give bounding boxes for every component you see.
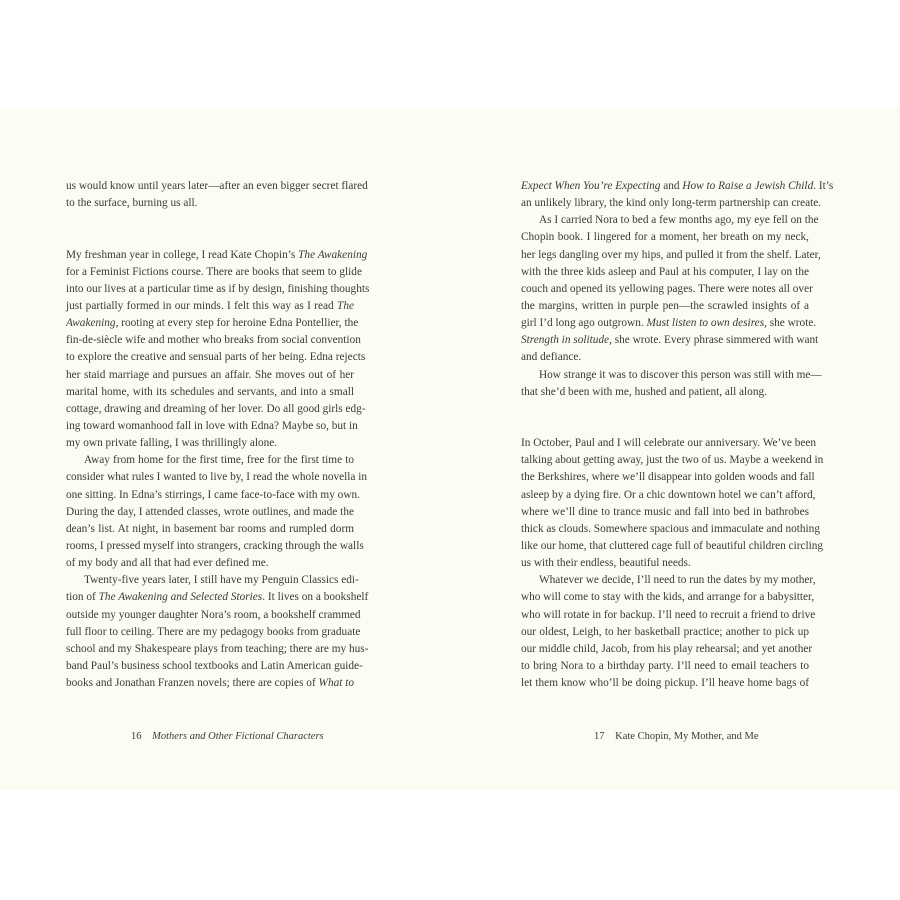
text-line: marital home, with its schedules and servants, and into a small xyxy=(66,385,354,398)
left-running-head: Mothers and Other Fictional Characters xyxy=(152,731,324,742)
text-line: Chopin book. I lingered for a moment, her breath on my neck, xyxy=(521,231,809,244)
text-line: that she’d been with me, hushed and patient, all along. xyxy=(521,385,767,398)
text-line: school and my Shakespeare plays from teaching; there are my hus- xyxy=(66,642,369,655)
text-line: rooms, I pressed myself into strangers, cracking through the walls xyxy=(66,539,364,552)
text-line: cottage, drawing and dreaming of her lover. Do all good girls edg- xyxy=(66,402,366,415)
paragraph-break xyxy=(66,229,354,246)
text-line: where we’ll dine to trance music and fall into bed in bathrobes xyxy=(521,505,809,518)
text-line: one sitting. In Edna’s stirrings, I came face-to-face with my own. xyxy=(66,488,360,501)
text-line: Away from home for the first time, free for the first time to xyxy=(84,454,354,467)
text-line: the Berkshires, where we’ll disappear into golden woods and fall xyxy=(521,471,815,484)
text-line: My freshman year in college, I read Kate Chopin’s The Awakening xyxy=(66,248,368,261)
left-page-body xyxy=(66,178,370,692)
text-line: into our lives at a particular time as if by design, finishing thoughts xyxy=(66,282,370,295)
text-line: Strength in solitude, she wrote. Every phrase simmered with want xyxy=(521,334,819,347)
text-line: like our home, that cluttered cage full of beautiful children circling xyxy=(521,539,824,552)
text-line: the margins, written in purple pen—the scrawled insights of a xyxy=(521,299,809,312)
right-page-footer xyxy=(594,731,758,742)
text-line: let them know who’ll be doing pickup. I’ll heave home bags of xyxy=(521,677,809,690)
left-page-number: 16 xyxy=(131,731,142,742)
text-line: dean’s list. At night, in basement bar rooms and rumpled dorm xyxy=(66,522,354,535)
text-line: our oldest, Leigh, to her basketball practice; another to pick up xyxy=(521,625,809,638)
text-line: with the three kids asleep and Paul at his computer, I lay on the xyxy=(521,265,809,278)
text-line: our middle child, Jacob, from his play rehearsal; and yet another xyxy=(521,642,813,655)
text-line: In October, Paul and I will celebrate our anniversary. We’ve been xyxy=(521,437,817,450)
text-line: her staid marriage and pursues an affair. She moves out of her xyxy=(66,368,354,381)
text-line: tion of The Awakening and Selected Stories. It lives on a bookshelf xyxy=(66,591,369,604)
text-line: consider what rules I wanted to live by, I read the whole novella in xyxy=(66,471,368,484)
text-line: Whatever we decide, I’ll need to run the dates by my mother, xyxy=(539,574,816,587)
text-line: an unlikely library, the kind only long-term partnership can create. xyxy=(521,197,822,210)
text-line: to the surface, burning us all. xyxy=(66,197,198,210)
text-line: couch and opened its yellowing pages. There were notes all over xyxy=(521,282,813,295)
text-line: for a Feminist Fictions course. There are books that seem to glide xyxy=(66,265,362,278)
text-line: Expect When You’re Expecting and How to Raise a Jewish Child xyxy=(521,180,814,192)
paragraph-break xyxy=(66,212,354,229)
paragraph-break xyxy=(521,418,809,435)
text-line: girl I’d long ago outgrown. Must listen to own desires, she wrote. xyxy=(521,317,817,330)
right-page-body xyxy=(521,178,824,692)
text-line: fin-de-siècle wife and mother who breaks from social convention xyxy=(66,334,361,347)
text-line: Awakening, rooting at every step for heroine Edna Pontellier, the xyxy=(66,317,359,330)
text-line: ing toward womanhood fall in love with Edna? Maybe so, but in xyxy=(66,419,358,432)
text-line: During the day, I attended classes, wrote outlines, and made the xyxy=(66,505,354,518)
text-line: talking about getting away, just the two of us. Maybe a weekend in xyxy=(521,454,824,467)
text-line: us would know until years later—after an even bigger secret flared xyxy=(66,180,368,192)
text-line: who will come to stay with the kids, and arrange for a babysitter, xyxy=(521,591,815,604)
text-line: to explore the creative and sensual parts of her being. Edna rejects xyxy=(66,351,366,364)
right-running-head: Kate Chopin, My Mother, and Me xyxy=(615,731,759,742)
text-line: who will rotate in for backup. I’ll need to recruit a friend to drive xyxy=(521,608,816,621)
text-line: us with their endless, beautiful needs. xyxy=(521,557,691,570)
text-line: just partially formed in our minds. I felt this way as I read The xyxy=(66,299,354,312)
paragraph-break xyxy=(521,401,809,418)
text-line: books and Jonathan Franzen novels; there are copies of What to xyxy=(66,677,354,690)
text-line: to bring Nora to a birthday party. I’ll need to email teachers to xyxy=(521,659,809,672)
text-line: Twenty-five years later, I still have my Penguin Classics edi- xyxy=(84,574,359,587)
right-page-number: 17 xyxy=(594,731,605,742)
text-line: and defiance. xyxy=(521,351,582,364)
text-line: band Paul’s business school textbooks and Latin American guide- xyxy=(66,659,363,672)
text-line: of my body and all that had ever defined me. xyxy=(66,557,269,570)
text-line: thick as clouds. Somewhere spacious and immaculate and nothing xyxy=(521,522,820,535)
text-line: How strange it was to discover this person was still with me— xyxy=(539,368,822,381)
text-line: her legs dangling over my hips, and pulled it from the shelf. Later, xyxy=(521,248,821,261)
text-line: asleep by a dying fire. Or a chic downtown hotel we can’t afford, xyxy=(521,488,816,501)
text-line: outside my younger daughter Nora’s room, a bookshelf crammed xyxy=(66,608,361,621)
text-line: my own private falling, I was thrillingly alone. xyxy=(66,437,278,450)
text-line: As I carried Nora to bed a few months ago, my eye fell on the xyxy=(539,214,819,227)
text-line: full floor to ceiling. There are my pedagogy books from graduate xyxy=(66,625,361,638)
left-page-footer xyxy=(131,731,324,742)
